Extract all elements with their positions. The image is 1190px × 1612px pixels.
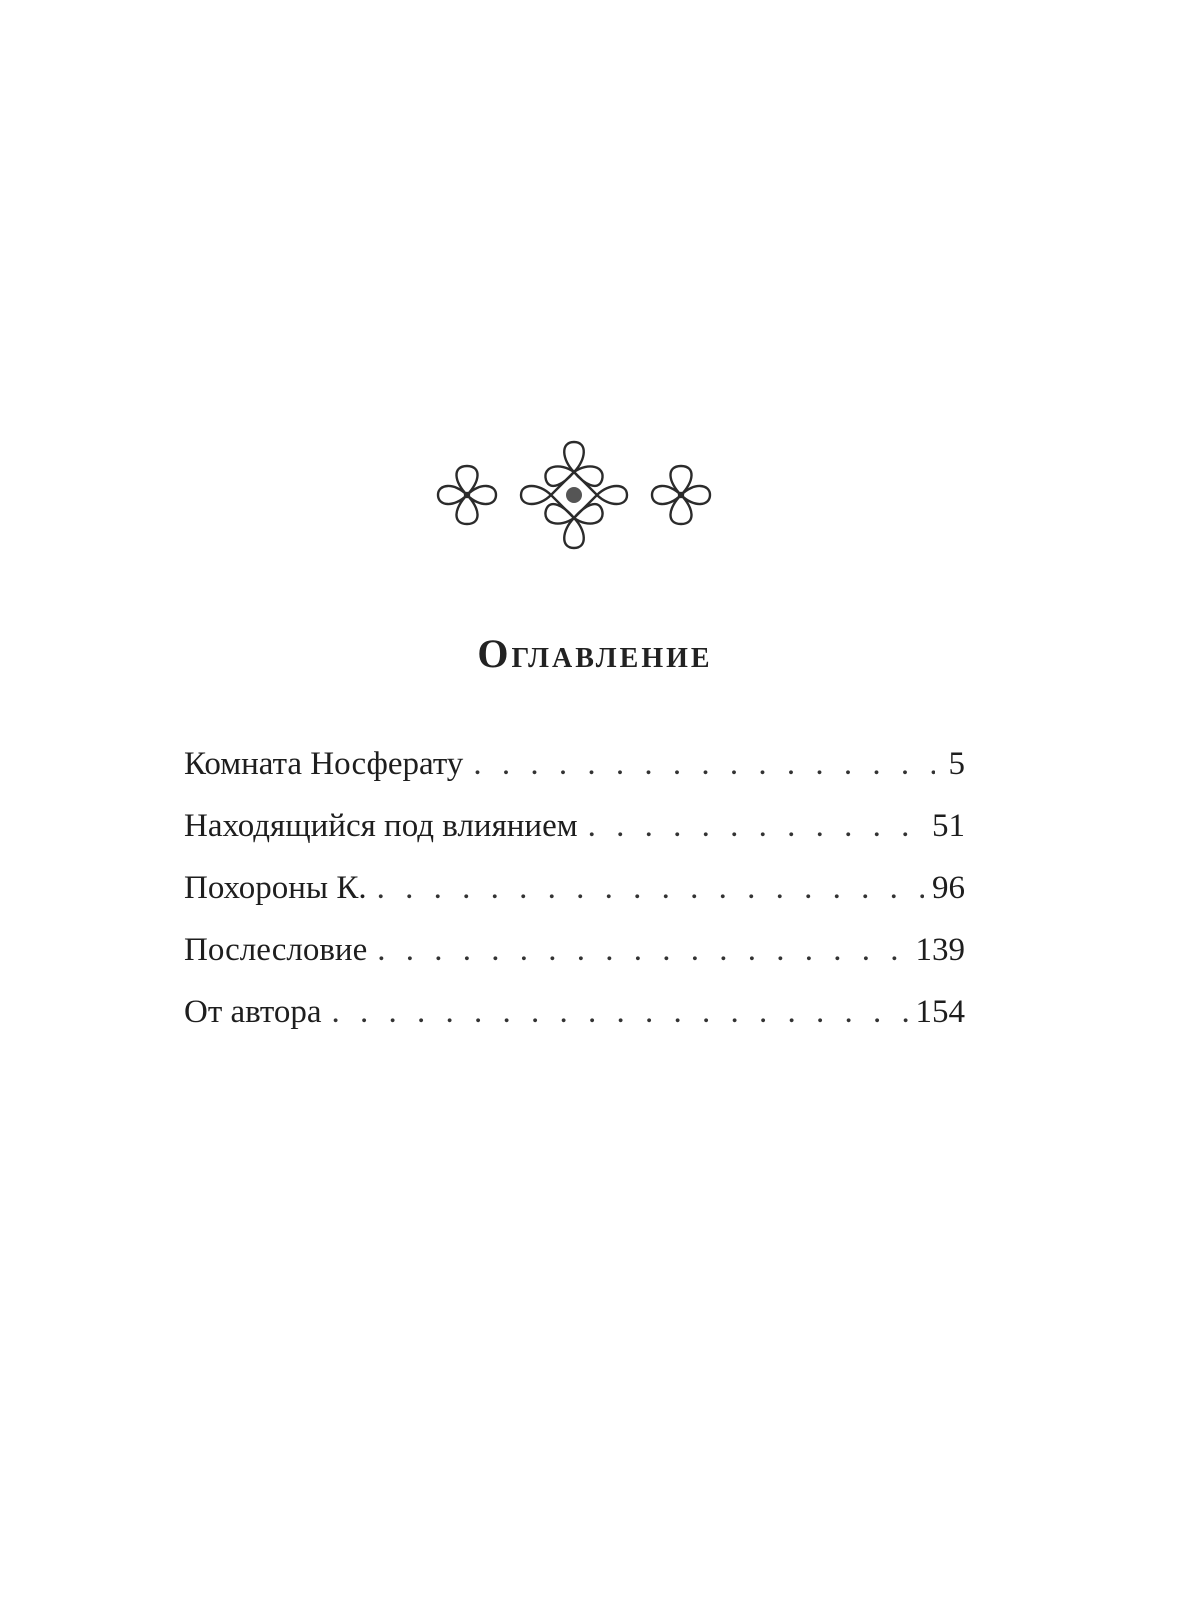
right-knot-icon [652, 466, 710, 524]
dot-leader [377, 934, 907, 967]
toc-entry-title: Послесловие [184, 932, 368, 968]
toc-entry-page: 139 [915, 932, 965, 968]
toc-entry-title: От автора [184, 994, 322, 1030]
toc-entry-title: Находящийся под влиянием [184, 808, 578, 844]
toc-entry-page: 154 [915, 994, 965, 1030]
dot-leader [473, 748, 935, 781]
toc-entry[interactable] [184, 934, 965, 996]
dot-leader [588, 810, 924, 843]
dot-leader [377, 872, 924, 905]
toc-entry-page: 51 [932, 808, 965, 844]
toc-entry-page: 96 [932, 870, 965, 906]
toc-entry[interactable] [184, 996, 965, 1058]
toc-entry-title: Похороны К. [184, 870, 367, 906]
toc-entry[interactable] [184, 872, 965, 934]
left-knot-icon [438, 466, 496, 524]
center-knot-icon [521, 442, 627, 548]
toc-entry[interactable] [184, 748, 965, 810]
table-of-contents [184, 748, 965, 1058]
toc-entry[interactable] [184, 810, 965, 872]
toc-entry-title: Комната Носферату [184, 746, 464, 782]
page-title: Оглавление [477, 631, 713, 676]
knot-ornament-icon [0, 432, 1190, 558]
toc-entry-page: 5 [948, 746, 965, 782]
dot-leader [332, 996, 908, 1029]
